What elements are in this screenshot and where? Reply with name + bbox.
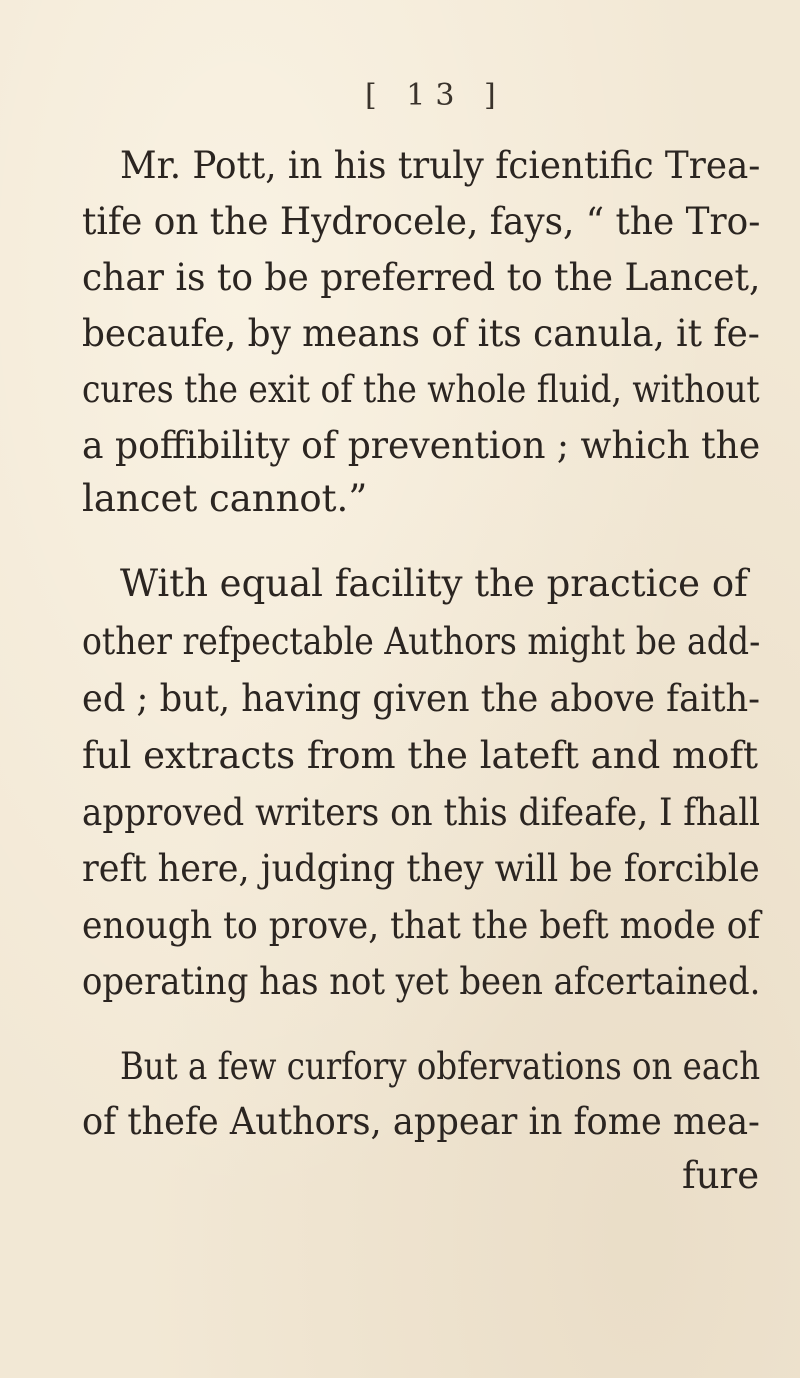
text-line: other refpectable Authors might be add-	[82, 620, 761, 663]
text-line: ful extracts from the lateft and moft	[82, 734, 758, 777]
page-number: [ 13 ]	[365, 78, 506, 113]
text-line: ed ; but, having given the above faith-	[82, 677, 761, 720]
text-line: reft here, judging they will be forcible	[82, 847, 760, 890]
text-line: enough to prove, that the beft mode of	[82, 904, 761, 947]
text-line: lancet cannot.”	[82, 477, 368, 520]
text-line: approved writers on this difeafe, I fhall	[82, 791, 761, 834]
text-line: With equal facility the practice of	[120, 562, 748, 605]
text-line: tife on the Hydrocele, fays, “ the Tro-	[82, 200, 761, 243]
text-line: becaufe, by means of its canula, it fe-	[82, 312, 760, 355]
text-line: operating has not yet been afcertained.	[82, 960, 761, 1003]
text-line: But a few curfory obfervations on each	[120, 1045, 761, 1088]
text-line: of thefe Authors, appear in fome mea-	[82, 1100, 760, 1143]
text-line: cures the exit of the whole fluid, without	[82, 368, 760, 411]
text-line: char is to be preferred to the Lancet,	[82, 256, 761, 299]
catchword: fure	[682, 1154, 760, 1197]
text-line: a poffibility of prevention ; which the	[82, 424, 761, 467]
text-line: Mr. Pott, in his truly fcientific Trea-	[120, 144, 761, 187]
